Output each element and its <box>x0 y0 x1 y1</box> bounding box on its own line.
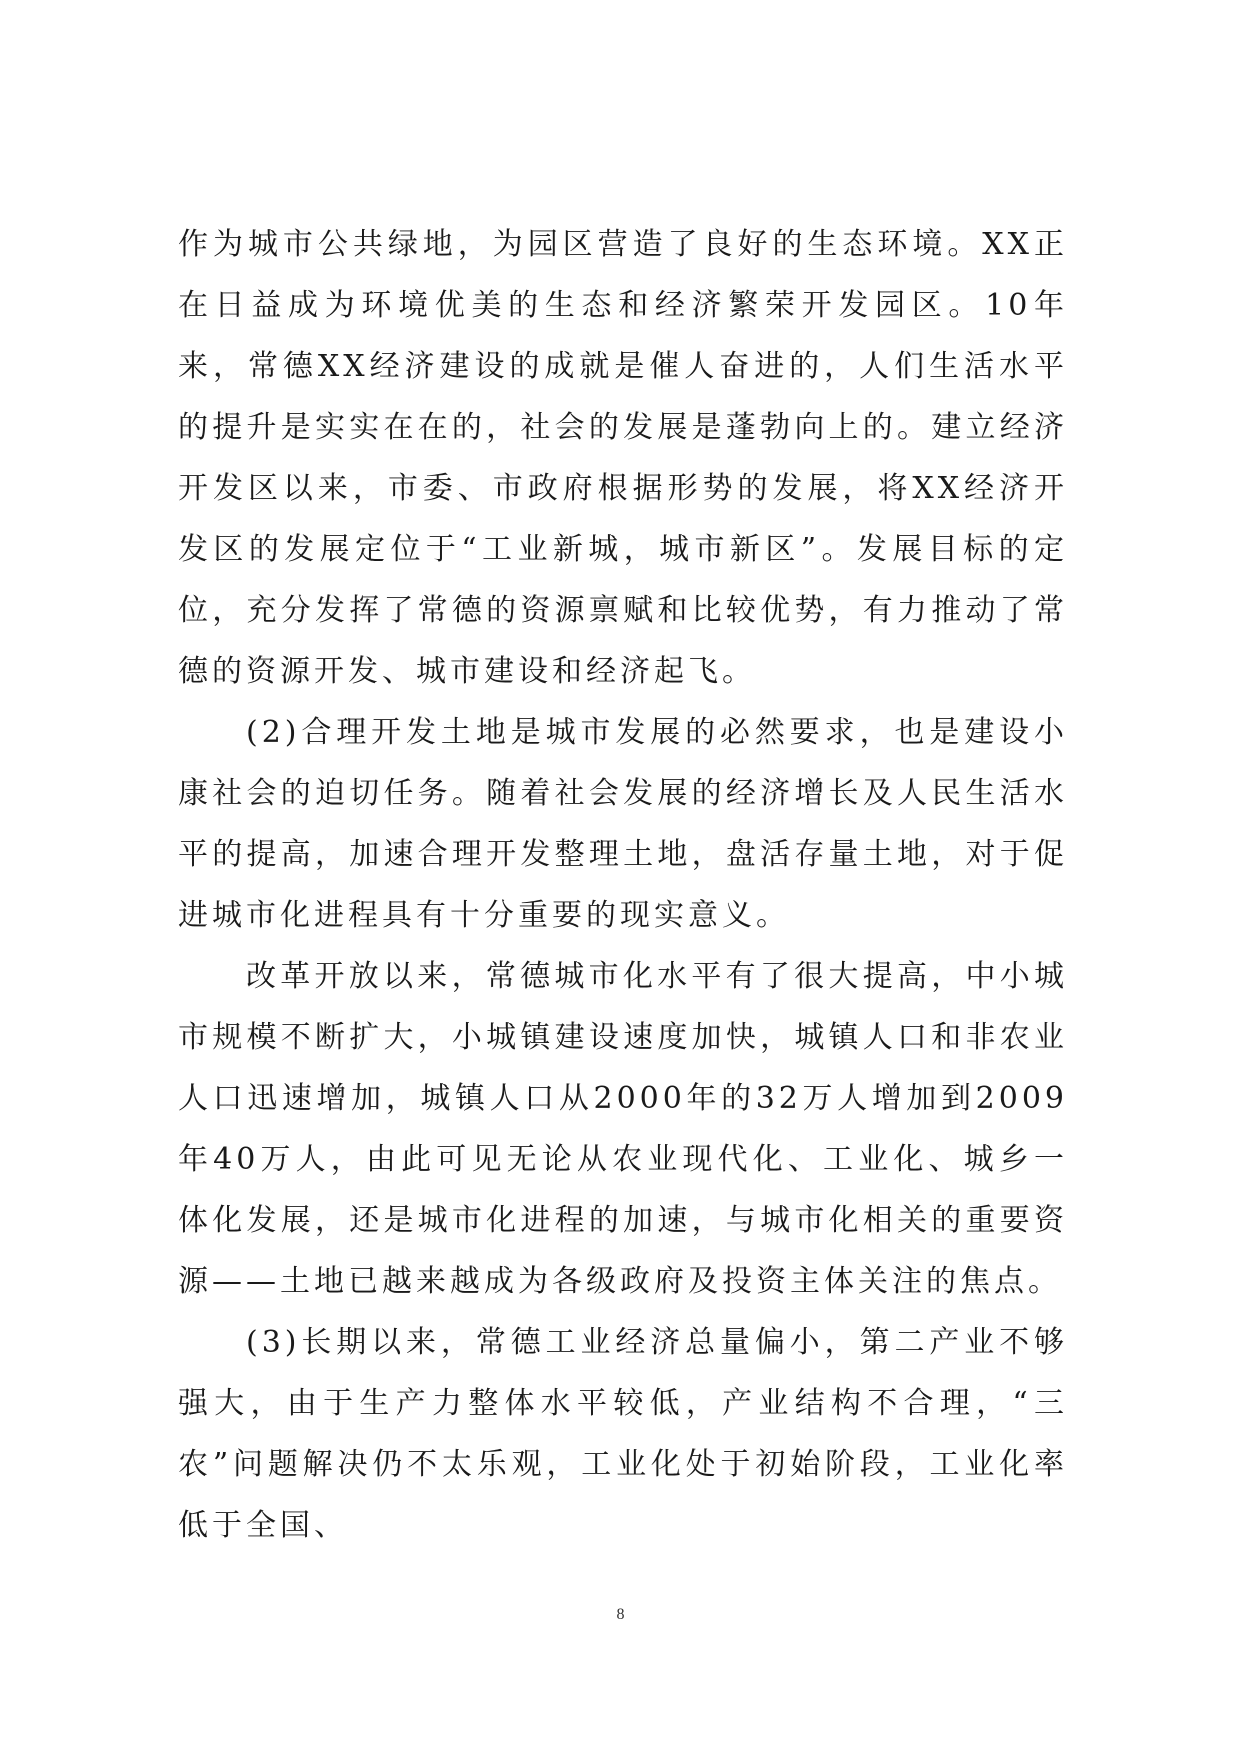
paragraph-3: 改革开放以来，常德城市化水平有了很大提高，中小城市规模不断扩大，小城镇建设速度加快，城镇人口和非农业人口迅速增加，城镇人口从2000年的32万人增加到2009年40万人，由此可见无论从农业现代化、工业化、城乡一体化发展，还是城市化进程的加速，与城市化相关的重要资源——土地已越来越成为各级政府及投资主体关注的焦点。 <box>178 959 1068 1299</box>
paragraph-4: (3)长期以来，常德工业经济总量偏小，第二产业不够强大，由于生产力整体水平较低，产业结构不合理，“三农”问题解决仍不太乐观，工业化处于初始阶段，工业化率低于全国、 <box>178 1325 1068 1543</box>
paragraph-1: 作为城市公共绿地，为园区营造了良好的生态环境。XX正在日益成为环境优美的生态和经济繁荣开发园区。10年来，常德XX经济建设的成就是催人奋进的，人们生活水平的提升是实实在在的，社会的发展是蓬勃向上的。建立经济开发区以来，市委、市政府根据形势的发展，将XX经济开发区的发展定位于“工业新城，城市新区”。发展目标的定位，充分发挥了常德的资源禀赋和比较优势，有力推动了常德的资源开发、城市建设和经济起飞。 <box>178 227 1068 689</box>
paragraph-2: (2)合理开发土地是城市发展的必然要求，也是建设小康社会的迫切任务。随着社会发展的经济增长及人民生活水平的提高，加速合理开发整理土地，盘活存量土地，对于促进城市化进程具有十分重要的现实意义。 <box>178 715 1068 933</box>
page-number: 8 <box>616 1606 625 1623</box>
body-text <box>178 214 1068 1556</box>
